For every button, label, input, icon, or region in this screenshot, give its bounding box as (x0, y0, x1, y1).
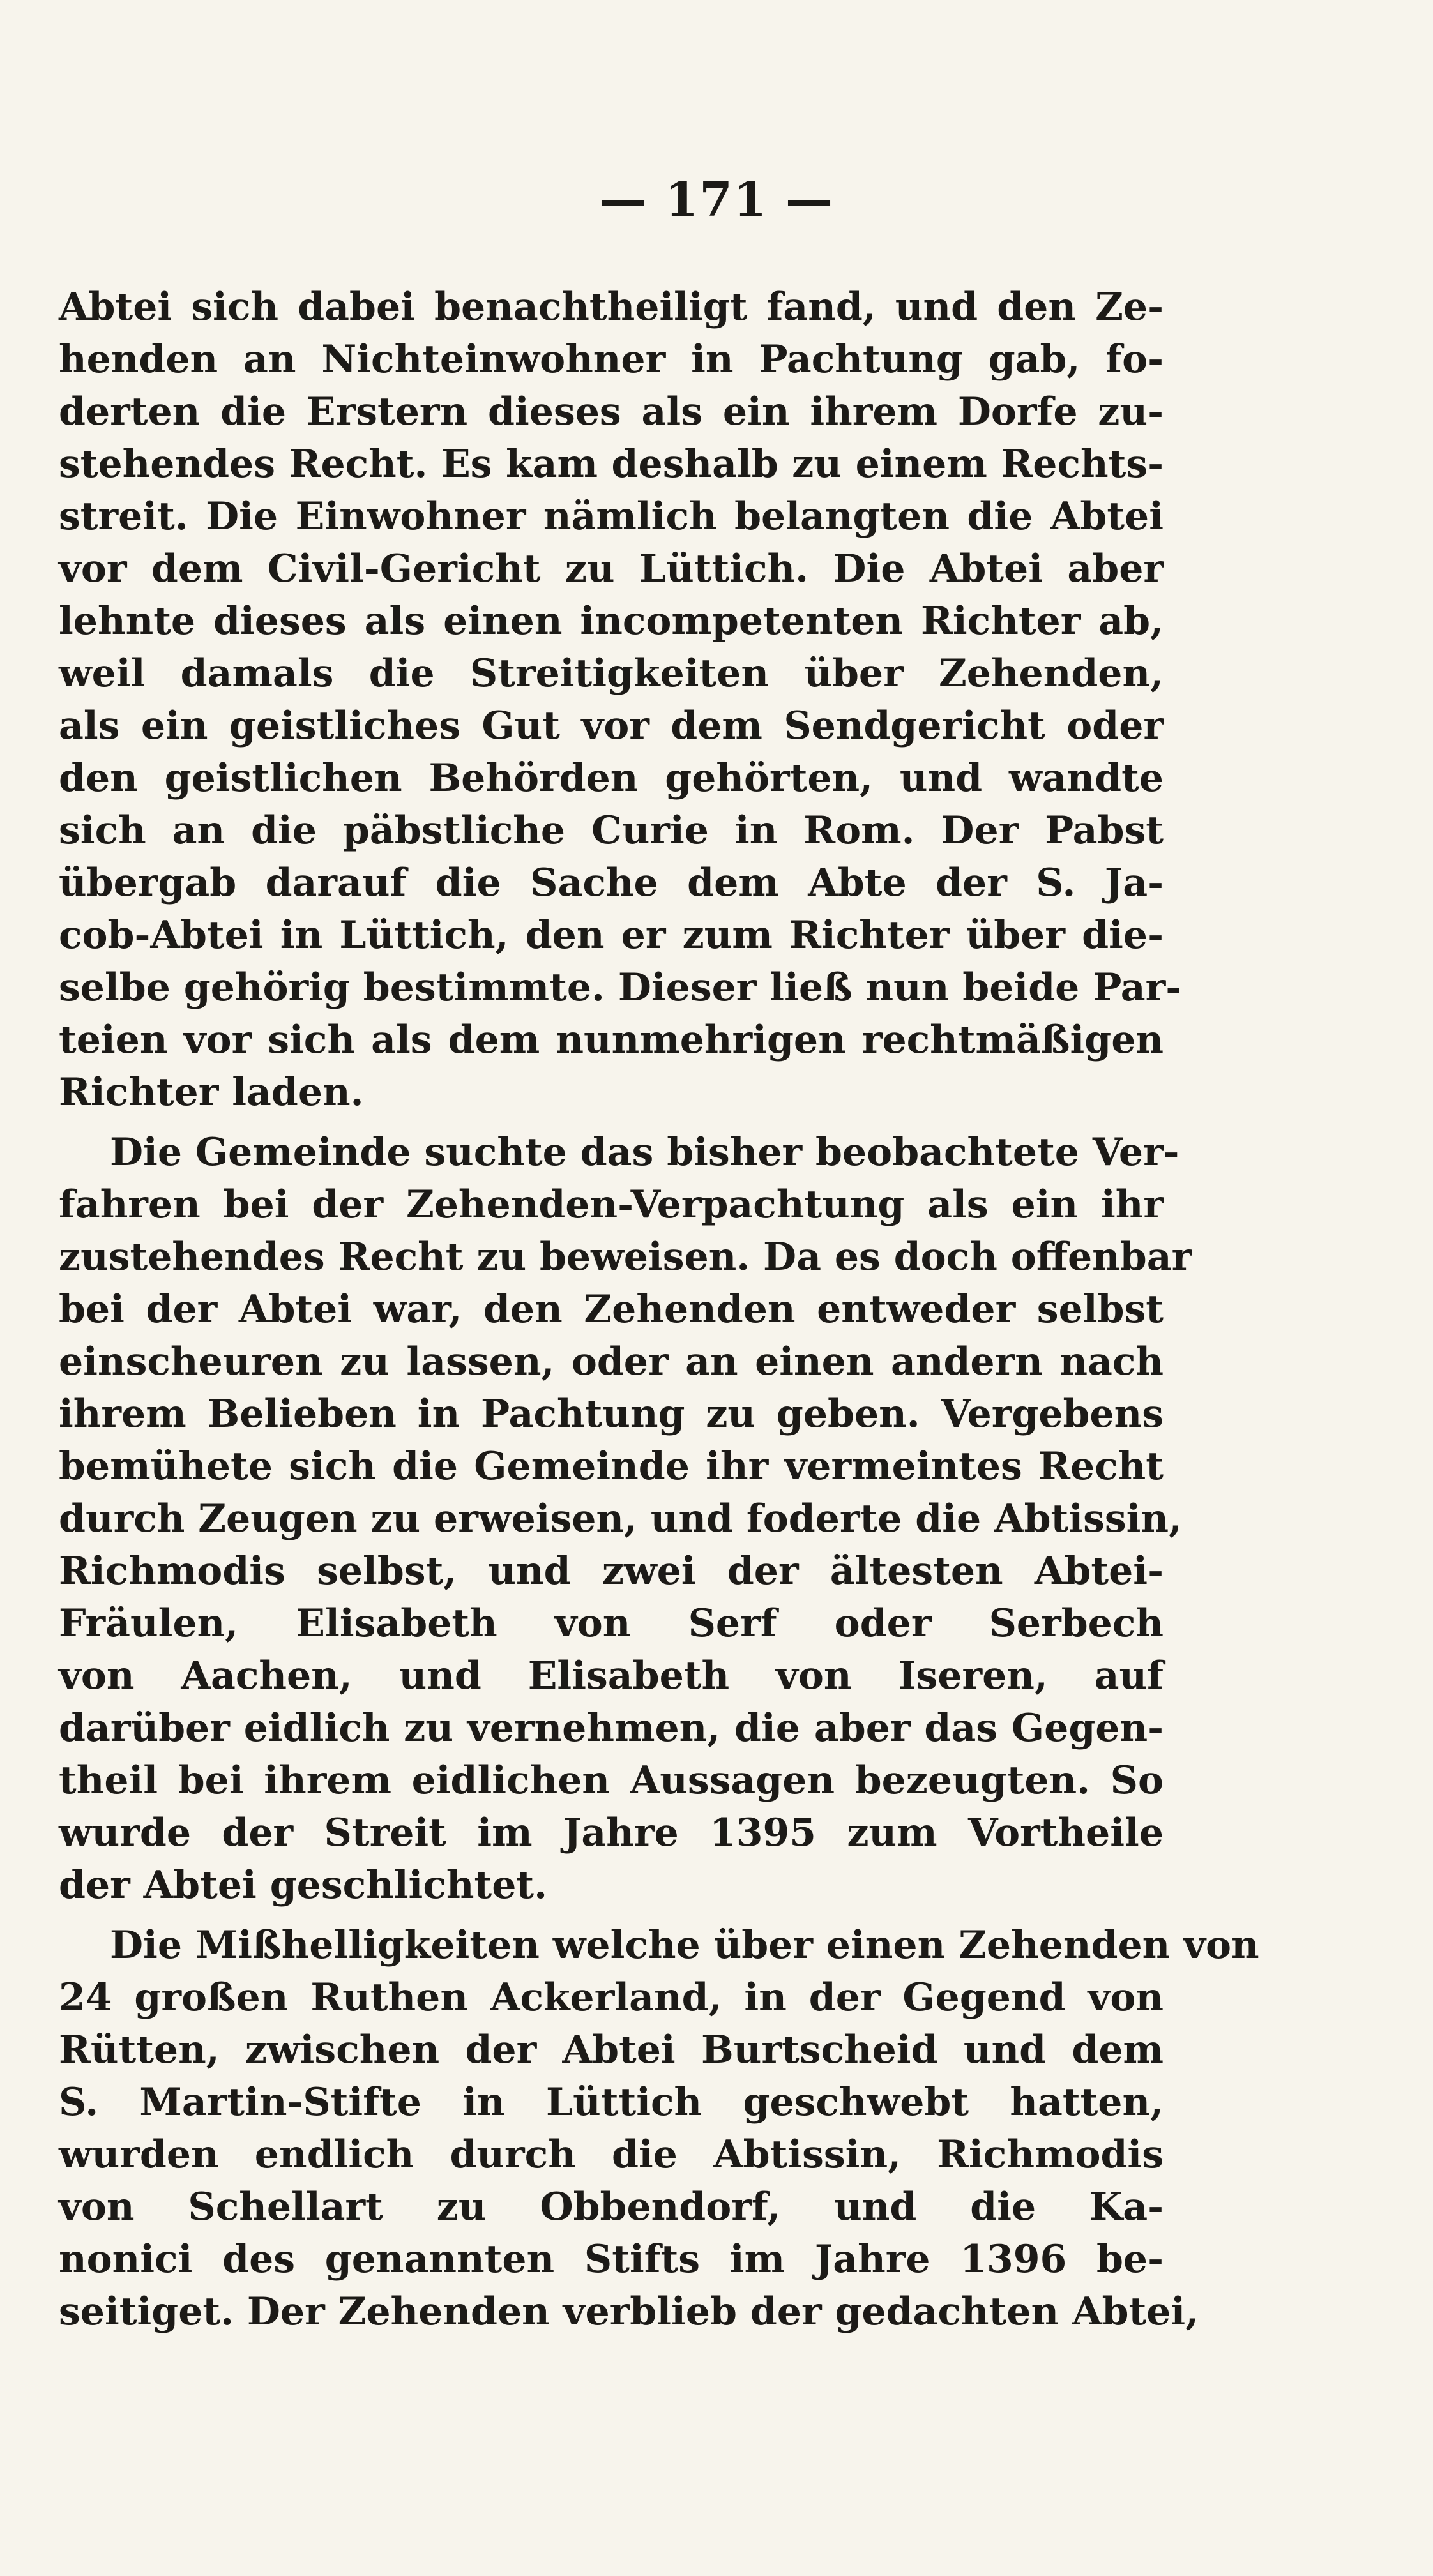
text-line: durch Zeugen zu erweisen, und foderte die Abtissin, (59, 1496, 1182, 1541)
text-line: den geistlichen Behörden gehörten, und wandte (59, 756, 1164, 801)
text-line: Richmodis selbst, und zwei der ältesten Abtei- (59, 1549, 1164, 1593)
text-line: wurden endlich durch die Abtissin, Richmodis (59, 2132, 1164, 2177)
text-line: als ein geistliches Gut vor dem Sendgericht oder (59, 704, 1164, 748)
text-line: Abtei sich dabei benachtheiligt fand, und den Ze- (59, 285, 1164, 329)
text-line: stehendes Recht. Es kam deshalb zu einem Rechts- (59, 442, 1164, 486)
text-line: bei der Abtei war, den Zehenden entweder selbst (59, 1287, 1164, 1332)
text-line: Die Mißhelligkeiten welche über einen Zehenden von (110, 1923, 1259, 1968)
text-line: sich an die päbstliche Curie in Rom. Der Pabst (59, 808, 1164, 853)
text-line: weil damals die Streitigkeiten über Zehenden, (59, 651, 1164, 696)
text-line: Rütten, zwischen der Abtei Burtscheid und dem (59, 2028, 1164, 2072)
page-number: — 171 — (599, 172, 834, 227)
text-line: ihrem Belieben in Pachtung zu geben. Vergebens (59, 1392, 1164, 1436)
body-text (59, 281, 1259, 2338)
text-line: übergab darauf die Sache dem Abte der S. Ja- (59, 861, 1164, 905)
text-line: teien vor sich als dem nunmehrigen rechtmäßigen (59, 1018, 1164, 1062)
text-line: S. Martin-Stifte in Lüttich geschwebt hatten, (59, 2080, 1164, 2125)
paragraph (59, 1919, 1259, 2338)
text-line: einscheuren zu lassen, oder an einen andern nach (59, 1339, 1164, 1384)
text-line: Richter laden. (59, 1070, 364, 1115)
text-line: streit. Die Einwohner nämlich belangten die Abtei (59, 494, 1164, 539)
text-line: bemühete sich die Gemeinde ihr vermeintes Recht (59, 1444, 1164, 1489)
text-line: nonici des genannten Stifts im Jahre 1396 be- (59, 2237, 1164, 2282)
text-line: darüber eidlich zu vernehmen, die aber das Gegen- (59, 1706, 1164, 1751)
text-line: Die Gemeinde suchte das bisher beobachtete Ver- (110, 1130, 1179, 1175)
text-line: seitiget. Der Zehenden verblieb der gedachten Abtei, (59, 2289, 1199, 2334)
text-line: theil bei ihrem eidlichen Aussagen bezeugten. So (59, 1758, 1164, 1803)
text-line: selbe gehörig bestimmte. Dieser ließ nun beide Par- (59, 965, 1182, 1010)
paragraph (59, 281, 1182, 1119)
text-line: henden an Nichteinwohner in Pachtung gab, fo- (59, 337, 1164, 382)
text-line: zustehendes Recht zu beweisen. Da es doch offenbar (59, 1235, 1192, 1279)
text-line: Fräulen, Elisabeth von Serf oder Serbech (59, 1601, 1164, 1646)
text-line: von Aachen, und Elisabeth von Iseren, auf (59, 1653, 1164, 1698)
text-line: 24 großen Ruthen Ackerland, in der Gegend von (59, 1975, 1164, 2020)
text-line: derten die Erstern dieses als ein ihrem Dorfe zu- (59, 389, 1164, 434)
text-line: wurde der Streit im Jahre 1395 zum Vortheile (59, 1811, 1164, 1855)
paragraph (59, 1126, 1192, 1911)
text-line: der Abtei geschlichtet. (59, 1863, 547, 1908)
text-line: vor dem Civil-Gericht zu Lüttich. Die Abtei aber (59, 546, 1164, 591)
text-line: lehnte dieses als einen incompetenten Richter ab, (59, 599, 1164, 644)
text-line: von Schellart zu Obbendorf, und die Ka- (59, 2185, 1164, 2229)
text-line: fahren bei der Zehenden-Verpachtung als ein ihr (59, 1182, 1164, 1227)
text-line: cob-Abtei in Lüttich, den er zum Richter über die- (59, 913, 1164, 958)
